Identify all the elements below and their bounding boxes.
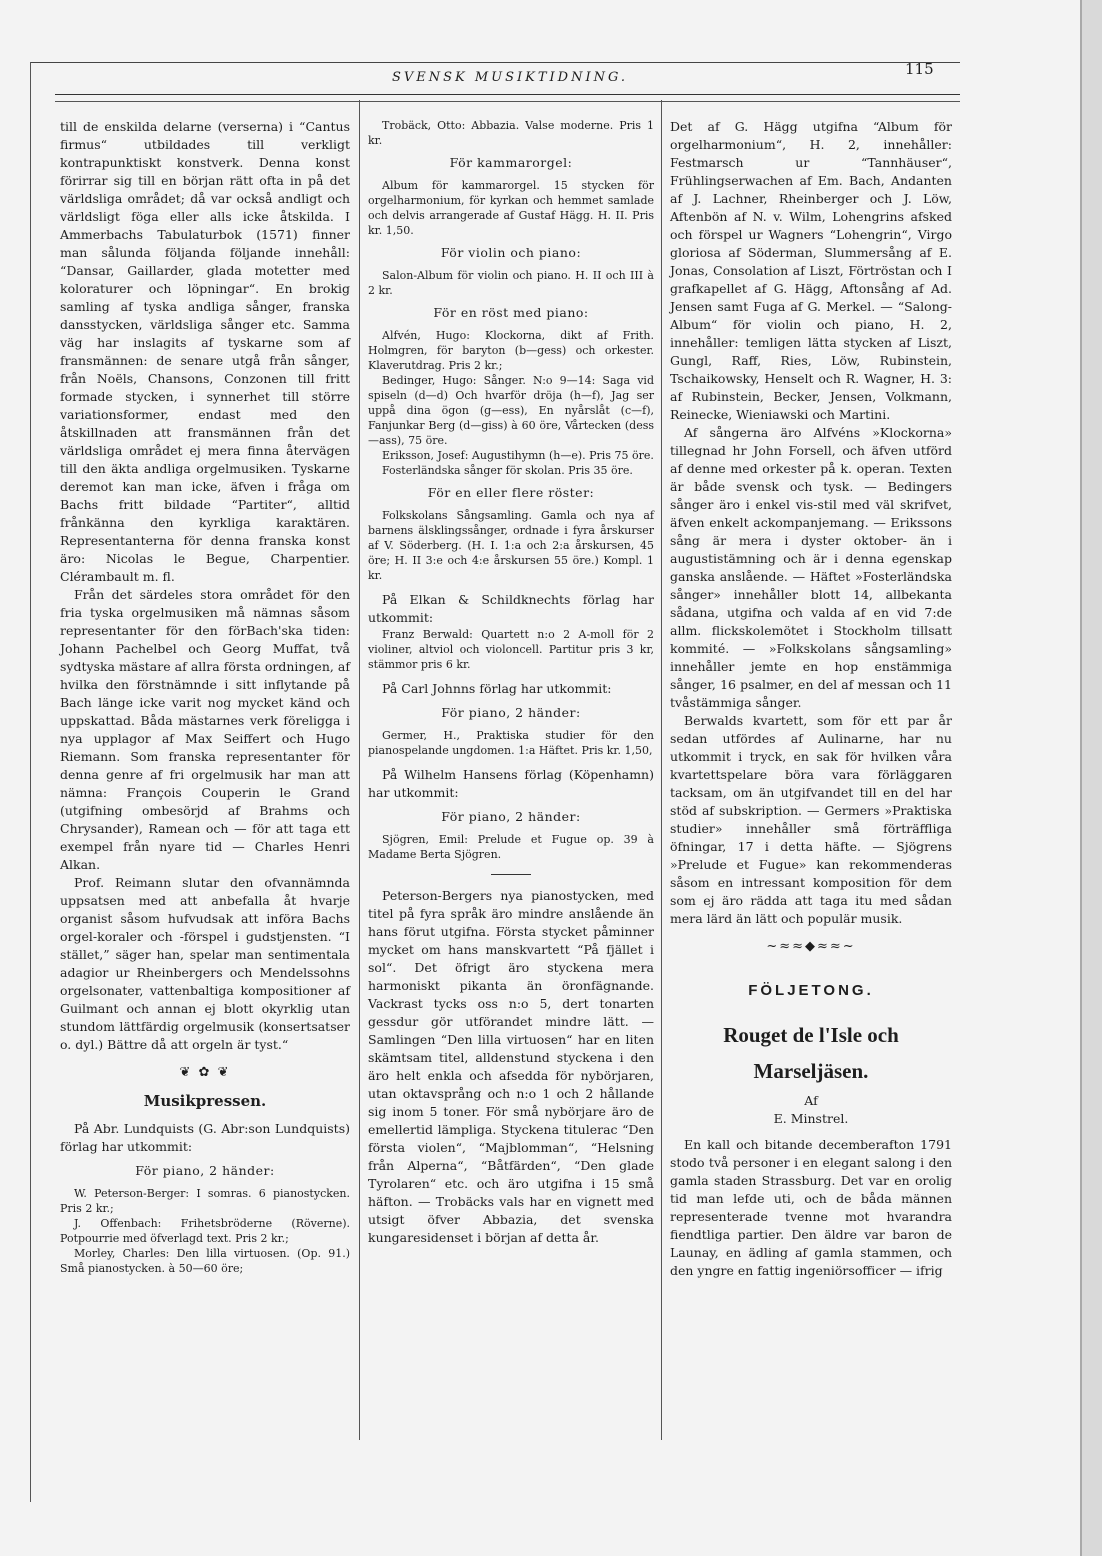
subheading: För piano, 2 händer: — [441, 705, 581, 720]
story-title-line-1: Rouget de l'Isle och — [723, 1023, 899, 1047]
listing-entry: Sjögren, Emil: Prelude et Fugue op. 39 à Madame Berta Sjögren. — [368, 833, 654, 861]
listing-entry: Franz Berwald: Quartett n:o 2 A-moll för 2 violiner, altviol och violoncell. Partitur pris 3 kr, stämmor pris 6 kr. — [368, 628, 654, 671]
column-divider-1 — [359, 100, 360, 1440]
paragraph: På Elkan & Schildknechts förlag har utkommit: — [368, 592, 654, 625]
running-title: SVENSK MUSIKTIDNING. — [391, 70, 629, 85]
subheading: För en röst med piano: — [433, 305, 589, 320]
subheading: För kammarorgel: — [449, 155, 573, 170]
listing-entry: Morley, Charles: Den lilla virtuosen. (Op. 91.) Små pianostycken. à 50—60 öre; — [60, 1247, 350, 1275]
paragraph: Från det särdeles stora området för den fria tyska orgelmusiken må nämnas såsom representanter för den förBach'ska tiden: Johann Pachelbel och Georg Muffat, två sydtyska mästare af allra första ordningen, af hvilka den förstnämnde i sitt inflytande på Bach länge icke varit nog mycket känd och uppskattad. Båda mästarnes verk föreligga i nya upplagor af Max Seiffert och Hugo Riemann. Som franska representanter för denna genre af fri orgelmusik har man att nämna: François Couperin le Grand (utgifning ombesörjd af Brahms och Chrysander), Ramean och — för att taga ett exempel från nyare tid — Charles Henri Alkan. — [60, 587, 350, 872]
column-1 — [60, 118, 350, 1276]
listing-entry: Germer, H., Praktiska studier för den pianospelande ungdomen. 1:a Häftet. Pris kr. 1,50, — [368, 729, 654, 757]
header-rule — [55, 94, 960, 95]
frame-top-rule — [30, 62, 960, 63]
column-3 — [670, 118, 952, 1280]
subheading: För piano, 2 händer: — [135, 1163, 275, 1178]
ornament-divider: ❦ ✿ ❦ — [179, 1065, 231, 1080]
byline-prefix: Af — [804, 1093, 818, 1108]
feuilleton-heading: FÖLJETONG. — [748, 982, 874, 999]
listing-entry: Trobäck, Otto: Abbazia. Valse moderne. Pris 1 kr. — [368, 119, 654, 147]
subheading: För en eller flere röster: — [427, 485, 595, 500]
listing-entry: Album för kammarorgel. 15 stycken för orgelharmonium, för kyrkan och hemmet samlade och delvis arrangerade af Gustaf Hägg. H. II. Pris kr. 1,50. — [368, 179, 654, 237]
column-2 — [368, 118, 654, 1247]
paragraph: Berwalds kvartett, som för ett par år sedan utfördes af Aulinarne, har nu utkommit i tryck, en sak för hvilken våra kvartettspelare böra vara förläggaren tacksam, om än utgifvandet till en del har stöd af subskription. — Germers »Praktiska studier» innehåller små förträffliga öfningar, 17 i detta häfte. — Sjögrens »Prelude et Fugue» kan rekommenderas såsom en intressant komposition för dem som ej äro rädda att taga itu med sådan mera lärd än lätt och populär musik. — [670, 713, 952, 926]
paragraph: På Carl Johnns förlag har utkommit: — [382, 681, 612, 696]
header-rule-lower — [55, 101, 960, 102]
listing-entry: Folkskolans Sångsamling. Gamla och nya af barnens älsklingssånger, ordnade i fyra årskurser af V. Söderberg. (H. I. 1:a och 2:a årskursen, 45 öre; H. II 3:e och 4:e årskursen 55 öre.) Kompl. 1 kr. — [368, 509, 654, 582]
subheading: För violin och piano: — [440, 245, 582, 260]
listing-entry: W. Peterson-Berger: I somras. 6 pianostycken. Pris 2 kr.; — [60, 1187, 350, 1215]
subheading: För piano, 2 händer: — [441, 809, 581, 824]
short-divider — [491, 874, 531, 875]
section-title: Musikpressen. — [143, 1092, 267, 1110]
author-name: E. Minstrel. — [773, 1111, 849, 1126]
listing-entry: Eriksson, Josef: Augustihymn (h—e). Pris 75 öre. — [382, 449, 654, 462]
page-number: 115 — [905, 60, 934, 78]
frame-left-rule — [30, 62, 31, 1502]
paragraph: På Wilhelm Hansens förlag (Köpenhamn) har utkommit: — [368, 767, 654, 800]
paragraph: Af sångerna äro Alfvéns »Klockorna» tillegnad hr John Forsell, och äfven utförd af denne med orkester på k. operan. Texten är både svensk och tysk. — Bedingers sånger äro i enkel vis-stil med väl skrifvet, äfven enkelt ackompanjemang. — Erikssons sång är mera i dyster oktober- än i augustistämning och är i denna egenskap ganska anslående. — Häftet »Fosterländska sånger» innehåller blott 14, allbekanta sådana, utgifna och valda af en vid 7:de allm. flickskolemötet i Stockholm tillsatt kommité. — »Folkskolans sångsamling» innehåller jemte en hop enstämmiga sånger, 16 psalmer, en del af messan och 11 tvåstämmiga sånger. — [670, 425, 952, 710]
paragraph: Prof. Reimann slutar den ofvannämnda uppsatsen med att anbefalla åt hvarje organist såsom hufvudsak att införa Bachs orgel-koraler och -förspel i gudstjensten. “I stället,” säger han, spelar man sentimentala adagior ur Rheinbergers och Mendelssohns orgelsonater, vattenbaltiga kompositioner af Guilmant och annan ej blott okyrklig utan stundom lättfärdig orgelmusik (konsertsatser o. dyl.) Bättre då att orgeln är tyst.“ — [60, 875, 350, 1052]
story-title-line-2: Marseljäsen. — [753, 1059, 869, 1083]
paragraph: På Abr. Lundquists (G. Abr:son Lundquists) förlag har utkommit: — [60, 1121, 350, 1154]
listing-entry: Salon-Album för violin och piano. H. II och III à 2 kr. — [368, 269, 654, 297]
paragraph: Det af G. Hägg utgifna “Album för orgelharmonium“, H. 2, innehåller: Festmarsch ur “Tannhäuser“, Frühlingserwachen af Em. Bach, Andanten af J. Lachner, Rheinberger och J. Löw, Aftenbön af N. v. Wilm, Lohengrins afsked och förspel ur Wagners “Lohengrin“, Virgo gloriosa af Söderman, Slummersång af E. Jonas, Consolation af Liszt, Förtröstan och I grafkapellet af G. Hägg, Aftonsång af Ad. Jensen samt Fuga af G. Merkel. — “Salong-Album“ för violin och piano, H. 2, innehåller: temligen lätta stycken af Liszt, Gungl, Raff, Ries, Löw, Rubinstein, Tschaikowsky, Henselt och R. Wagner, H. 3: af Rubinstein, Becker, Jensen, Volkmann, Reinecke, Wieniawski och Martini. — [670, 119, 952, 422]
paragraph: Peterson-Bergers nya pianostycken, med titel på fyra språk äro mindre anslående än hans förut utgifna. Första stycket påminner mycket om hans manskvartett “På fjället i sol“. Det öfrigt äro styckena mera harmoniskt pikanta än öronfägnande. Vackrast tycks oss n:o 5, dert tonarten gessdur gör utförandet mindre lätt. — Samlingen “Den lilla virtuosen“ har en liten skämtsam titel, alldenstund styckena i den äro helt enkla och afsedda för nybörjaren, utan oktavsprång och n:o 1 och 2 hållande sig inom 5 toner. För små nybörjare äro de emellertid lämpliga. Styckena titulerас “Den första violen“, “Majblomman“, “Helsning från Alperna“, “Båtfärden“, “Den glade Tyrolaren“ etc. och äro utgifna i 15 små häfton. — Trobäcks vals har en vignett med utsigt öfver Abbazia, det svenska kungaresidenset i början af detta år. — [368, 888, 654, 1245]
listing-entry: Fosterländska sånger för skolan. Pris 35 öre. — [382, 464, 633, 477]
paragraph: En kall och bitande decemberafton 1791 stodo två personer i en elegant salong i den gamla staden Strassburg. Det var en orolig tid man lefde uti, och de båda männen representerade tvenne mot hvarandra fiendtliga partier. Den äldre var baron de Launay, en ädling af gamla stammen, och den yngre en fattig ingeniörsofficer — ifrig — [670, 1137, 952, 1278]
column-divider-2 — [661, 100, 662, 1440]
paragraph: till de enskilda delarne (verserna) i “Cantus firmus“ utbildades till verkligt kontrapunktiskt konstverk. Denna konst förirrar sig till en början rätt ofta in på det världsliga området; då var också andligt och världsligt föga eller alls icke åtskilda. I Ammerbachs Tabulaturbok (1571) finner man sålunda följanda följande innehåll: “Dansar, Gaillarder, glada motetter med koloraturer och löpningar“. En brokig samling af tyska andliga sånger, franska dansstycken, världsliga sånger etc. Samma väg har inslagits af tyskarne som af fransmännen: de senare utgå från sånger, från Noëls, Chansons, Conzonen till fritt formade stycken, i synnerhet till större variationsformer, endast med den åtskillnaden att fransmännen från det världsliga området ej mera finna återvägen till den äkta andliga orgelmusiken. Tyskarne deremot kan man icke, äfven i fråga om Bachs fritt bildade “Partiter“, alltid frånkänna den kyrkliga karaktären. Representanterna för denna franska konst äro: Nicolas le Begue, Charpentier. Clérambault m. fl. — [60, 119, 350, 584]
listing-entry: Alfvén, Hugo: Klockorna, dikt af Frith. Holmgren, för baryton (b—gess) och orkester. Klaverutdrag. Pris 2 kr.; — [368, 329, 654, 372]
page-edge — [1080, 0, 1102, 1556]
listing-entry: J. Offenbach: Frihetsbröderne (Röverne). Potpourrie med öfverlagd text. Pris 2 kr.; — [60, 1217, 350, 1245]
listing-entry: Bedinger, Hugo: Sånger. N:o 9—14: Saga vid spiseln (d—d) Och hvarför dröja (h—f), Jag ser uppå dina ögon (g—ess), En nyårslåt (c—f), Fanjunkar Berg (d—giss) à 60 öre, Vårtecken (dess—ass), 75 öre. — [368, 374, 654, 447]
ornament-divider: ~≈≈◆≈≈~ — [766, 939, 856, 954]
